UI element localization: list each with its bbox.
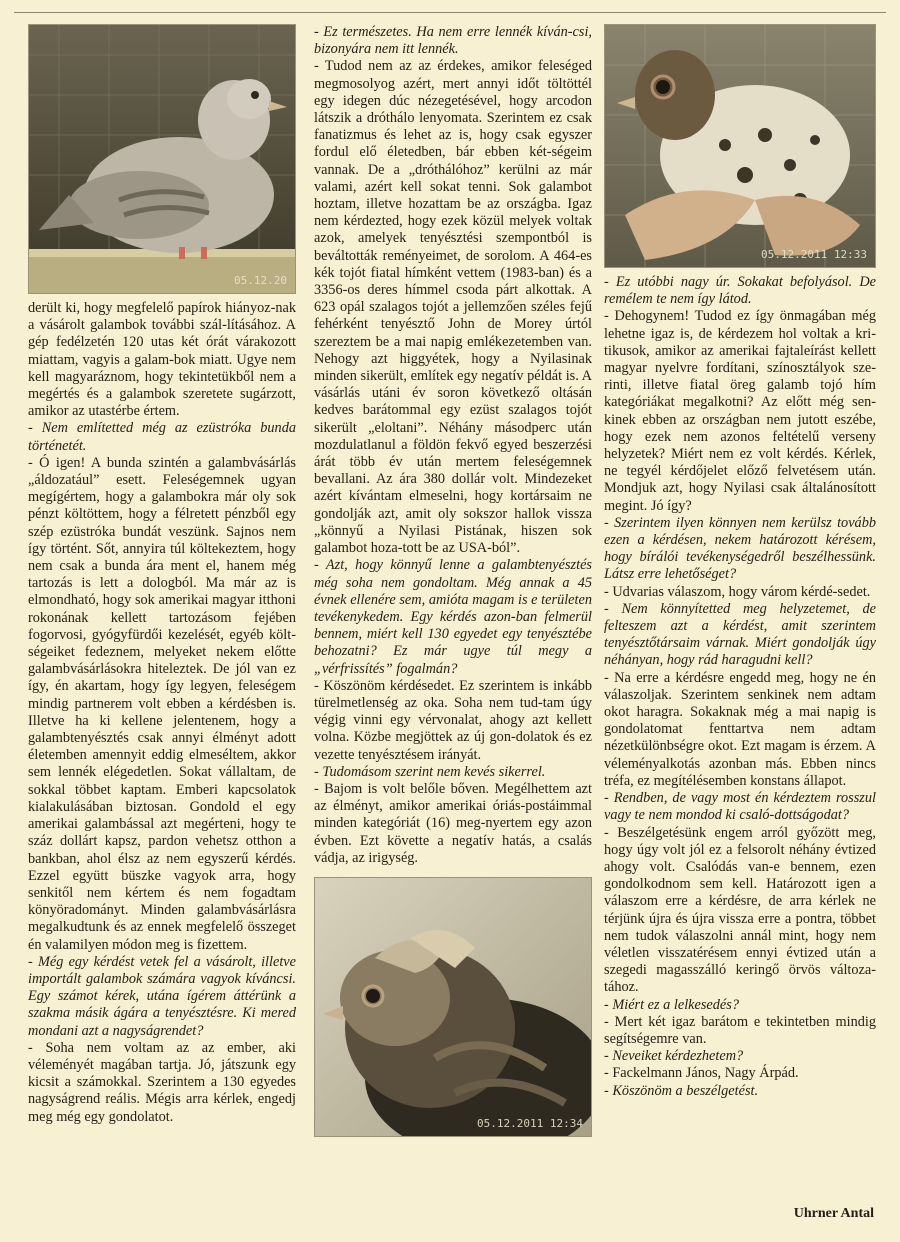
interview-question: - Neveiket kérdezhetem? bbox=[604, 1048, 744, 1065]
interview-answer: - Udvarias válaszom, hogy várom kérdé-sedet. bbox=[604, 583, 871, 600]
photo-date-stamp: 05.12.20 bbox=[234, 273, 287, 287]
interview-question: - Szerintem ilyen könnyen nem kerülsz tovább ezen a kérdésen, nekem határozott kérésem, hogy bírálói tevékenységedről beszélhessünk. Látsz erre lehetőséget? bbox=[604, 514, 876, 583]
column-1-text bbox=[28, 300, 296, 1126]
interview-question: - Köszönöm a beszélgetést. bbox=[604, 1082, 759, 1099]
pigeon-in-hand-image bbox=[605, 25, 876, 267]
interview-answer: - Soha nem voltam az az ember, aki véleményét magában tartja. Jó, játszunk egy kicsit a számokkal. Szerintem a 130 egyedes nagyságrend reális. Mégis arra kérlek, engedj meg még egy gondolatot. bbox=[28, 1039, 296, 1125]
interview-answer: - Na erre a kérdésre engedd meg, hogy ne én válaszoljak. Szerintem senkinek nem adtam okot haragra. Sokaknak még a mai napig is gondolatomat fenttartva nem adtam nézetkülönbségre okot. Ezt magam is érzem. A véleményalkotás azonban más. Ebben nincs tréfa, ez megítélésemben konstans állapot. bbox=[604, 669, 876, 789]
grey-pigeon-image bbox=[29, 25, 296, 293]
interview-question: - Miért ez a lelkesedés? bbox=[604, 996, 739, 1013]
photo-pigeon-in-hand bbox=[604, 24, 876, 268]
interview-question: - Nem könnyítetted meg helyzetemet, de felteszem azt a kérdést, amit szerintem tenyésztőtársaim várnak. Miért gondolják úgy néhányan, hogy rád haragudni kell? bbox=[604, 600, 876, 669]
column-1 bbox=[28, 24, 296, 1224]
interview-answer: - Ó igen! A bunda szintén a galambvásárlás „áldozatául” esett. Feleségemnek ugyan megígértem, hogy a galambokra már oly sok pénzt költöttem, hogy a félretett pénzből egy szép ezüstróka bundát veszünk. Sajnos nem így történt. Sőt, annyira túl költekeztem, hogy nem csak a bunda ára ment el, hanem még tartozás is lett a dologból. Ma már az is elmondható, hogy sok amerikai magyar itthoni rokonának kellett tartozásom fejében fogorvosi, gyógyfürdői kezelését, egyéb költ-ségeiket fedeznem, melyeket nekem előtte galambvásárlásokra hiteleztek. De jól van ez így, én akartam, hogy így legyen, feleségem mindig partnerem volt ebben a kérdésben is. Illetve ha ki kellene jelentenem, hogy a galambtenyésztés csak annyi élményt adott életemben amennyit eddig elmeséltem, akkor sem lennék elégedetlen. Sokat vállaltam, de sokkal többet kaptam. Emberi kapcsolatok kialakulásában biztosan. Gondold el egy amerikai galambással azt megérteni, hogy te száz dollárt kapsz, pardon vehetsz otthon a bankban, ahol élsz az nem egyszerű kérdés. Ezzel együtt büszke vagyok arra, hogy senkitől nem kértem és nem fogadtam könyöradományt. Minden galambvásárlásra megalkudtunk és az ennek megfelelő összeget én valamilyen módon meg is fizettem. bbox=[28, 454, 296, 953]
interview-answer: derült ki, hogy megfelelő papírok hiányoz-nak a vásárolt galambok további szál-lításához. A gép fedélzetén 120 utas két órát várakozott miattam, vagyis a galam-bok miatt. Ugye nem kell magyaráznom, hogy tekintetükből nem a megértés és a galambok szeretete sugárzott, amikor az utastérbe értem. bbox=[28, 300, 296, 420]
author-signature: Uhrner Antal bbox=[793, 1206, 874, 1221]
column-3-text bbox=[604, 274, 876, 1100]
interview-answer: - Tudod nem az az érdekes, amikor feleséged megmosolyog azért, mert annyi időt töltöttél egy idegen dúc nézegetésével, hogy arcodon látszik a dróthálo lenyomata. Szerintem ez csak fanatizmus és lehet az is, hogy csak egyszer fordul elő életedben, bár ebben két-ségeim vannak. De a „dróthálóhoz” kerülni az már valami, azért kell sokat tenni. Sok galambot hoztam, illetve hozattam be az országba. Igaz nem kérdezted, hogy ezek közül melyek voltak azok, amelyek tenyésztési szempontból is beváltották reményeimet, de sorolom. A 464-es kék tojót fiatal hímként vettem (1983-ban) és a 3356-os deres hímmel csoda párt alkottak. A 623 opál szalagos tojót a jellemzően széles fejű fehérként tenyésztő John de Morey úrtól szereztem be a mai napig emlékezetemben van. Nehogy azt higgyétek, hogy a Nyilasinak minden sikerült, említek egy negatív példát is. A vásárlás utáni év soron következő oltásán kedves barátommal egy ezüst szalagos tojót sikerült „eloltani”. Néhány másodperc után mozdulatlanul a földön fekvő egyed beszerzési árát több év után mertem feleségemnek bevallani. Az ára 380 dollár volt. Mindezeket azért kívántam elmeselni, hogy kortársaim ne gondolják azt, amit oly sokszor hallok vissza „könnyű a Nyilasi Pistának, hiszen sok galambot hoza-tott be az USA-ból”. bbox=[314, 58, 592, 557]
interview-question: - Még egy kérdést vetek fel a vásárolt, illetve importált galambok számára vagyok kíváncsi. Egy számot kérek, utána ígérem áttérünk a szakma másik ágára a tenyésztésre. Ki mered mondani azt a nagyságrendet? bbox=[28, 953, 296, 1039]
interview-answer: - Köszönöm kérdésedet. Ez szerintem is inkább türelmetlenség az oka. Soha nem tud-tam úgy végig vinni egy vérvonalat, ahogy azt kellett volna. Közbe megjöttek az új gon-dolatok és ez vezette tenyésztésem irányát. bbox=[314, 677, 592, 763]
interview-answer: - Beszélgetésünk engem arról győzött meg, hogy úgy volt jól ez a felsorolt néhány évtized ahogy volt. Csalódás van-e bennem, ezen gondolkodnom sem kell. Határozott igen a válaszom erre a kérdésre, de arra kérlek ne térjünk újra és újra vissza erre a pontra, többet nem tudok válaszolni annál mint, hogy nem véletlen visszatérésem ennyi évtized után a szegedi magasszálló keringő örvös változa-tához. bbox=[604, 824, 876, 996]
photo-grey-pigeon bbox=[28, 24, 296, 294]
interview-question: - Rendben, de vagy most én kérdeztem rosszul vagy te nem mondod ki csaló-dottságodat? bbox=[604, 790, 876, 824]
interview-question: - Ez természetes. Ha nem erre lennék kíván-csi, bizonyára nem itt lennék. bbox=[314, 24, 592, 58]
photo-date-stamp: 05.12.2011 12:34 bbox=[477, 1116, 583, 1130]
column-2 bbox=[314, 24, 592, 1224]
photo-pigeon-closeup bbox=[314, 877, 592, 1137]
interview-question: - Azt, hogy könnyű lenne a galambtenyésztés még soha nem gondoltam. Még annak a 45 évnek ellenére sem, amióta magam is e területen tevékenykedem. Egy kérdés azon-ban felmerül bennem, miért kell 130 egyedet egy tenyésztébe behozatni? Ez már ugye túl megy a „vérfrissítés” fogalmán? bbox=[314, 557, 592, 677]
interview-answer: - Mert két igaz barátom e tekintetben mindig segítségemre van. bbox=[604, 1013, 876, 1047]
photo-date-stamp: 05.12.2011 12:33 bbox=[761, 247, 867, 261]
interview-answer: - Fackelmann János, Nagy Árpád. bbox=[604, 1065, 799, 1082]
column-2-text bbox=[314, 24, 592, 867]
interview-question: - Ez utóbbi nagy úr. Sokakat befolyásol. De remélem te nem így látod. bbox=[604, 274, 876, 308]
closeup-pigeon-image bbox=[315, 878, 592, 1136]
top-rule bbox=[14, 12, 886, 13]
interview-answer: - Bajom is volt belőle bőven. Megélhettem azt az élményt, amikor amerikai óriás-postáimmal minden kategóriát (16) meg-nyertem egy azon évben. Ezt követte a negatív hatás, a csalás vádja, az irigység. bbox=[314, 780, 592, 866]
interview-answer: - Dehogynem! Tudod ez így önmagában még lehetne igaz is, de kérdezem hol voltak a kri-tikusok, amikor az amerikai fajtaleírást kellett magyar nyelvre fordítani, színosztályok sze-rinti, illetve fiatal öreg galamb tojó hím kategóriákat megalkotni? Az előtt még sen-kinek ebben az országban nem jutott eszébe, hogy ezek nem azonos feltételű verseny helyzetek? Miért nem ez volt kérdés. Kérlek, ne tegyél kérdőjelet előző felvetésem után. Mondjuk azt, hogy Nyilasi csak általánosított megint. Jó így? bbox=[604, 308, 876, 514]
interview-question: - Tudomásom szerint nem kevés sikerrel. bbox=[314, 763, 546, 780]
column-3 bbox=[604, 24, 876, 1224]
interview-question: - Nem említetted még az ezüstróka bunda történetét. bbox=[28, 420, 296, 454]
